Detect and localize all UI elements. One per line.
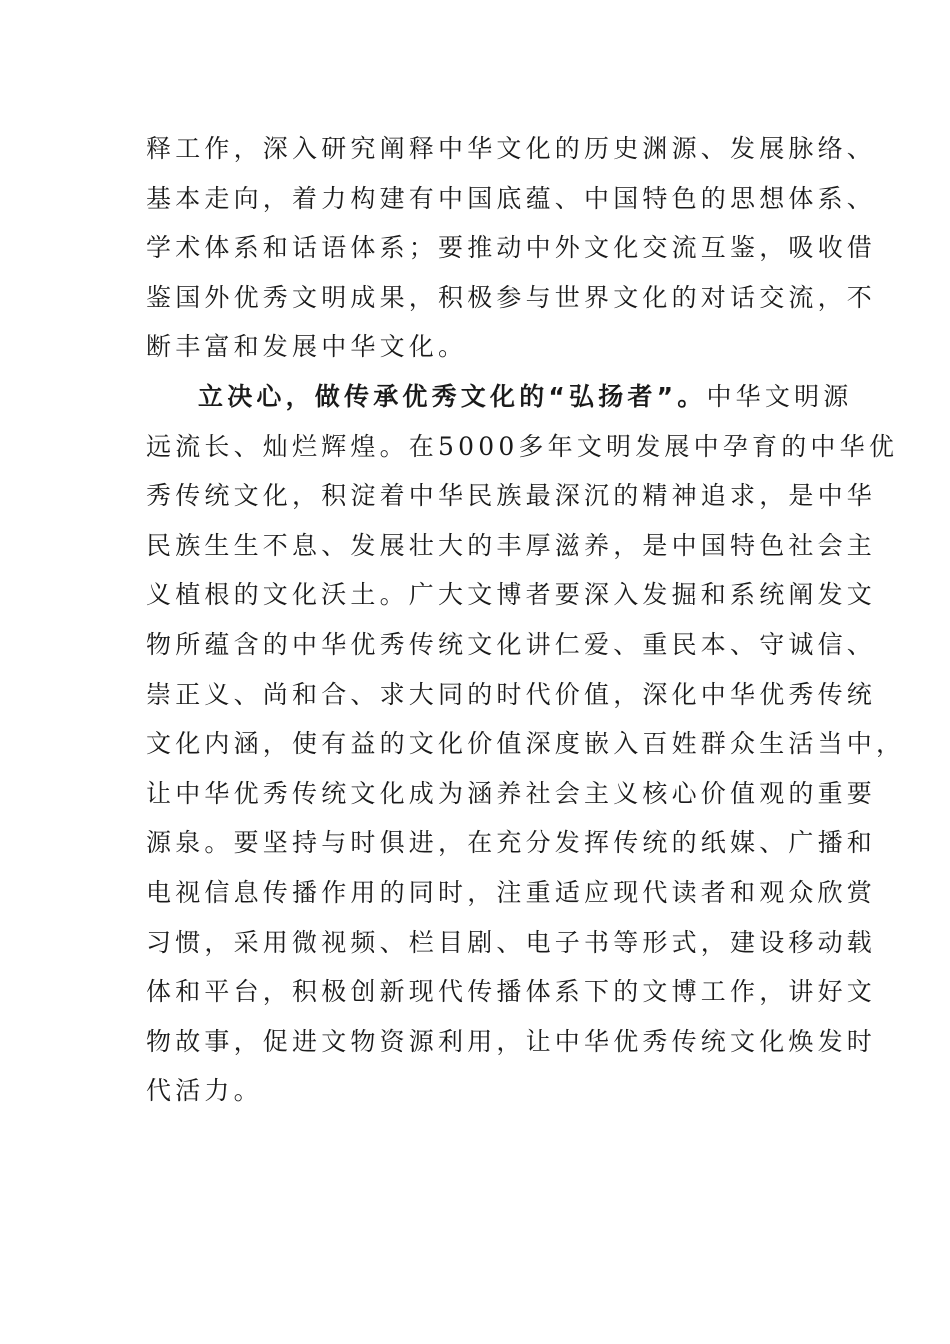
paragraph-first-line (146, 372, 853, 422)
text-line: 基本走向，着力构建有中国底蕴、中国特色的思想体系、 (146, 183, 877, 213)
text-line: 物所蕴含的中华优秀传统文化讲仁爱、重民本、守诚信、 (146, 629, 877, 659)
text-run: 中华文明源 (706, 381, 853, 411)
section-heading: 立决心，做传承优秀文化的“弘扬者”。 (198, 381, 707, 411)
text-line: 崇正义、尚和合、求大同的时代价值，深化中华优秀传统 (146, 679, 877, 709)
text-line: 物故事，促进文物资源利用，让中华优秀传统文化焕发时 (146, 1026, 877, 1056)
text-line: 断丰富和发展中华文化。 (146, 332, 468, 362)
text-line: 代活力。 (146, 1076, 263, 1106)
text-line: 秀传统文化，积淀着中华民族最深沉的精神追求，是中华 (146, 481, 877, 511)
text-line: 源泉。要坚持与时俱进，在充分发挥传统的纸媒、广播和 (146, 828, 877, 858)
paragraph-1 (146, 124, 877, 372)
text-line: 鉴国外优秀文明成果，积极参与世界文化的对话交流，不 (146, 282, 877, 312)
text-line: 电视信息传播作用的同时，注重适应现代读者和观众欣赏 (146, 877, 877, 907)
paragraph-2 (146, 372, 906, 1116)
text-line: 让中华优秀传统文化成为涵养社会主义核心价值观的重要 (146, 778, 877, 808)
text-line: 释工作，深入研究阐释中华文化的历史渊源、发展脉络、 (146, 134, 877, 163)
text-line: 学术体系和话语体系；要推动中外文化交流互鉴，吸收借 (146, 233, 877, 263)
text-line: 民族生生不息、发展壮大的丰厚滋养，是中国特色社会主 (146, 530, 877, 560)
text-line: 习惯，采用微视频、栏目剧、电子书等形式，建设移动载 (146, 927, 877, 957)
text-line: 文化内涵，使有益的文化价值深度嵌入百姓群众生活当中， (146, 729, 906, 759)
text-line: 体和平台，积极创新现代传播体系下的文博工作，讲好文 (146, 977, 877, 1007)
text-line: 远流长、灿烂辉煌。在5000多年文明发展中孕育的中华优 (146, 431, 899, 461)
document-body (146, 124, 906, 1116)
text-line: 义植根的文化沃土。广大文博者要深入发掘和系统阐发文 (146, 580, 877, 610)
